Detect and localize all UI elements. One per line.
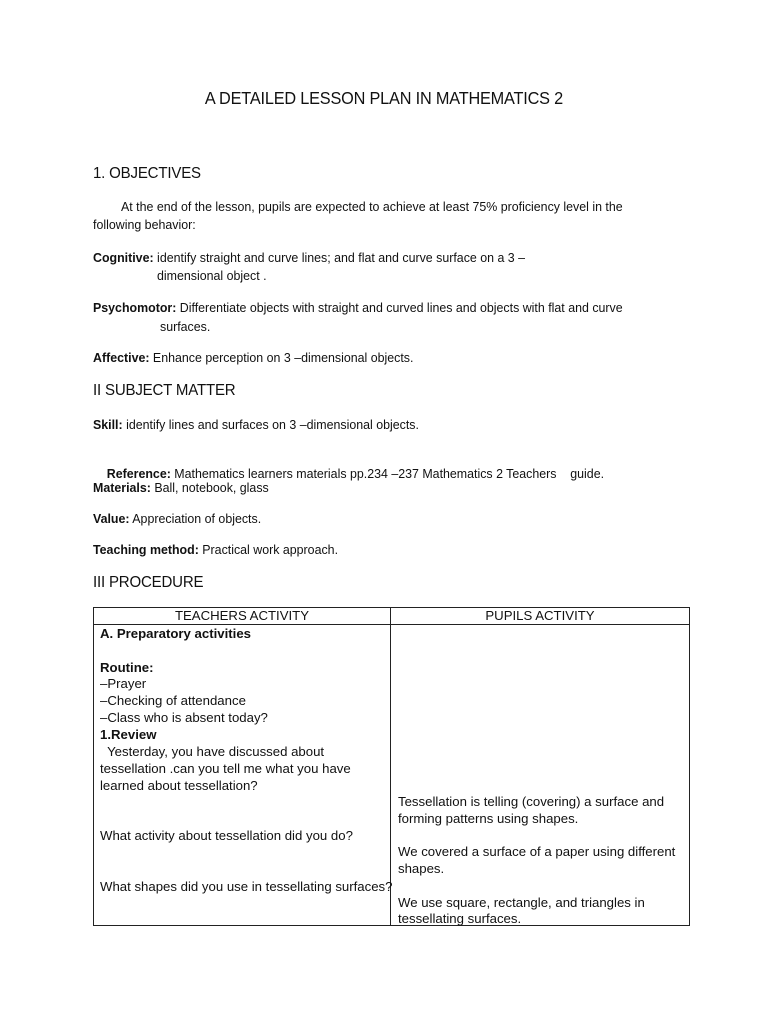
routine-attendance: –Checking of attendance <box>100 693 246 708</box>
answer-2-line1: We covered a surface of a paper using different <box>398 844 676 859</box>
value-line <box>93 510 261 527</box>
routine-prayer: –Prayer <box>100 676 147 691</box>
activity-question: What activity about tessellation did you do? <box>100 828 353 843</box>
answer-1-line2: forming patterns using shapes. <box>398 811 579 826</box>
teaching-method-line <box>93 541 338 558</box>
psychomotor-objective <box>93 299 623 316</box>
teaching-method-text: Practical work approach. <box>198 542 339 557</box>
shapes-question: What shapes did you use in tessellating surfaces? <box>100 879 393 894</box>
reference-label: Reference: <box>106 466 171 481</box>
pupils-activity-cell <box>391 625 690 926</box>
table-header-row <box>94 608 690 625</box>
procedure-heading: III PROCEDURE <box>93 574 204 591</box>
teaching-method-label: Teaching method: <box>93 542 199 557</box>
materials-text: Ball, notebook, glass <box>150 480 269 495</box>
preparatory-activities: A. Preparatory activities <box>100 626 251 641</box>
answer-3-line1: We use square, rectangle, and triangles in <box>398 895 645 910</box>
review-label: 1.Review <box>100 727 157 742</box>
document-title: A DETAILED LESSON PLAN IN MATHEMATICS 2 <box>204 88 564 108</box>
answer-2-line2: shapes. <box>398 861 445 876</box>
skill-label: Skill: <box>93 417 123 432</box>
psychomotor-text: Differentiate objects with straight and curved lines and objects with flat and curve <box>176 300 623 315</box>
cognitive-text-continued: dimensional object . <box>157 268 267 283</box>
routine-label: Routine: <box>100 660 154 675</box>
psychomotor-label: Psychomotor: <box>93 300 177 315</box>
routine-absent: –Class who is absent today? <box>100 710 268 725</box>
objectives-intro-line2: following behavior: <box>93 217 196 232</box>
review-question-line2: tessellation .can you tell me what you have <box>100 761 351 776</box>
pupils-activity-header: PUPILS ACTIVITY <box>391 608 690 625</box>
reference-text: Mathematics learners materials pp.234 –237 Mathematics 2 Teachers guide. <box>170 466 605 481</box>
table-row <box>94 625 690 926</box>
affective-objective <box>93 349 413 366</box>
teachers-activity-cell <box>94 625 391 926</box>
affective-label: Affective: <box>93 350 150 365</box>
value-label: Value: <box>93 511 130 526</box>
review-question-line1: Yesterday, you have discussed about <box>100 744 325 759</box>
skill-text: identify lines and surfaces on 3 –dimensional objects. <box>122 417 419 432</box>
skill-line <box>93 416 419 433</box>
teachers-activity-header: TEACHERS ACTIVITY <box>94 608 391 625</box>
affective-text: Enhance perception on 3 –dimensional objects. <box>149 350 414 365</box>
subject-matter-heading: II SUBJECT MATTER <box>93 382 236 399</box>
answer-1-line1: Tessellation is telling (covering) a surface and <box>398 794 665 809</box>
cognitive-label: Cognitive: <box>93 250 154 265</box>
objectives-heading: 1. OBJECTIVES <box>93 165 201 182</box>
review-question-line3: learned about tessellation? <box>100 778 258 793</box>
objectives-intro-line1: At the end of the lesson, pupils are expected to achieve at least 75% proficiency level in the <box>121 199 623 214</box>
cognitive-text: identify straight and curve lines; and flat and curve surface on a 3 – <box>153 250 526 265</box>
materials-label: Materials: <box>93 480 151 495</box>
procedure-table <box>93 607 690 926</box>
materials-line <box>93 479 269 496</box>
value-text: Appreciation of objects. <box>129 511 262 526</box>
answer-3-line2: tessellating surfaces. <box>398 911 522 926</box>
cognitive-objective <box>93 249 525 266</box>
psychomotor-text-continued: surfaces. <box>160 319 211 334</box>
